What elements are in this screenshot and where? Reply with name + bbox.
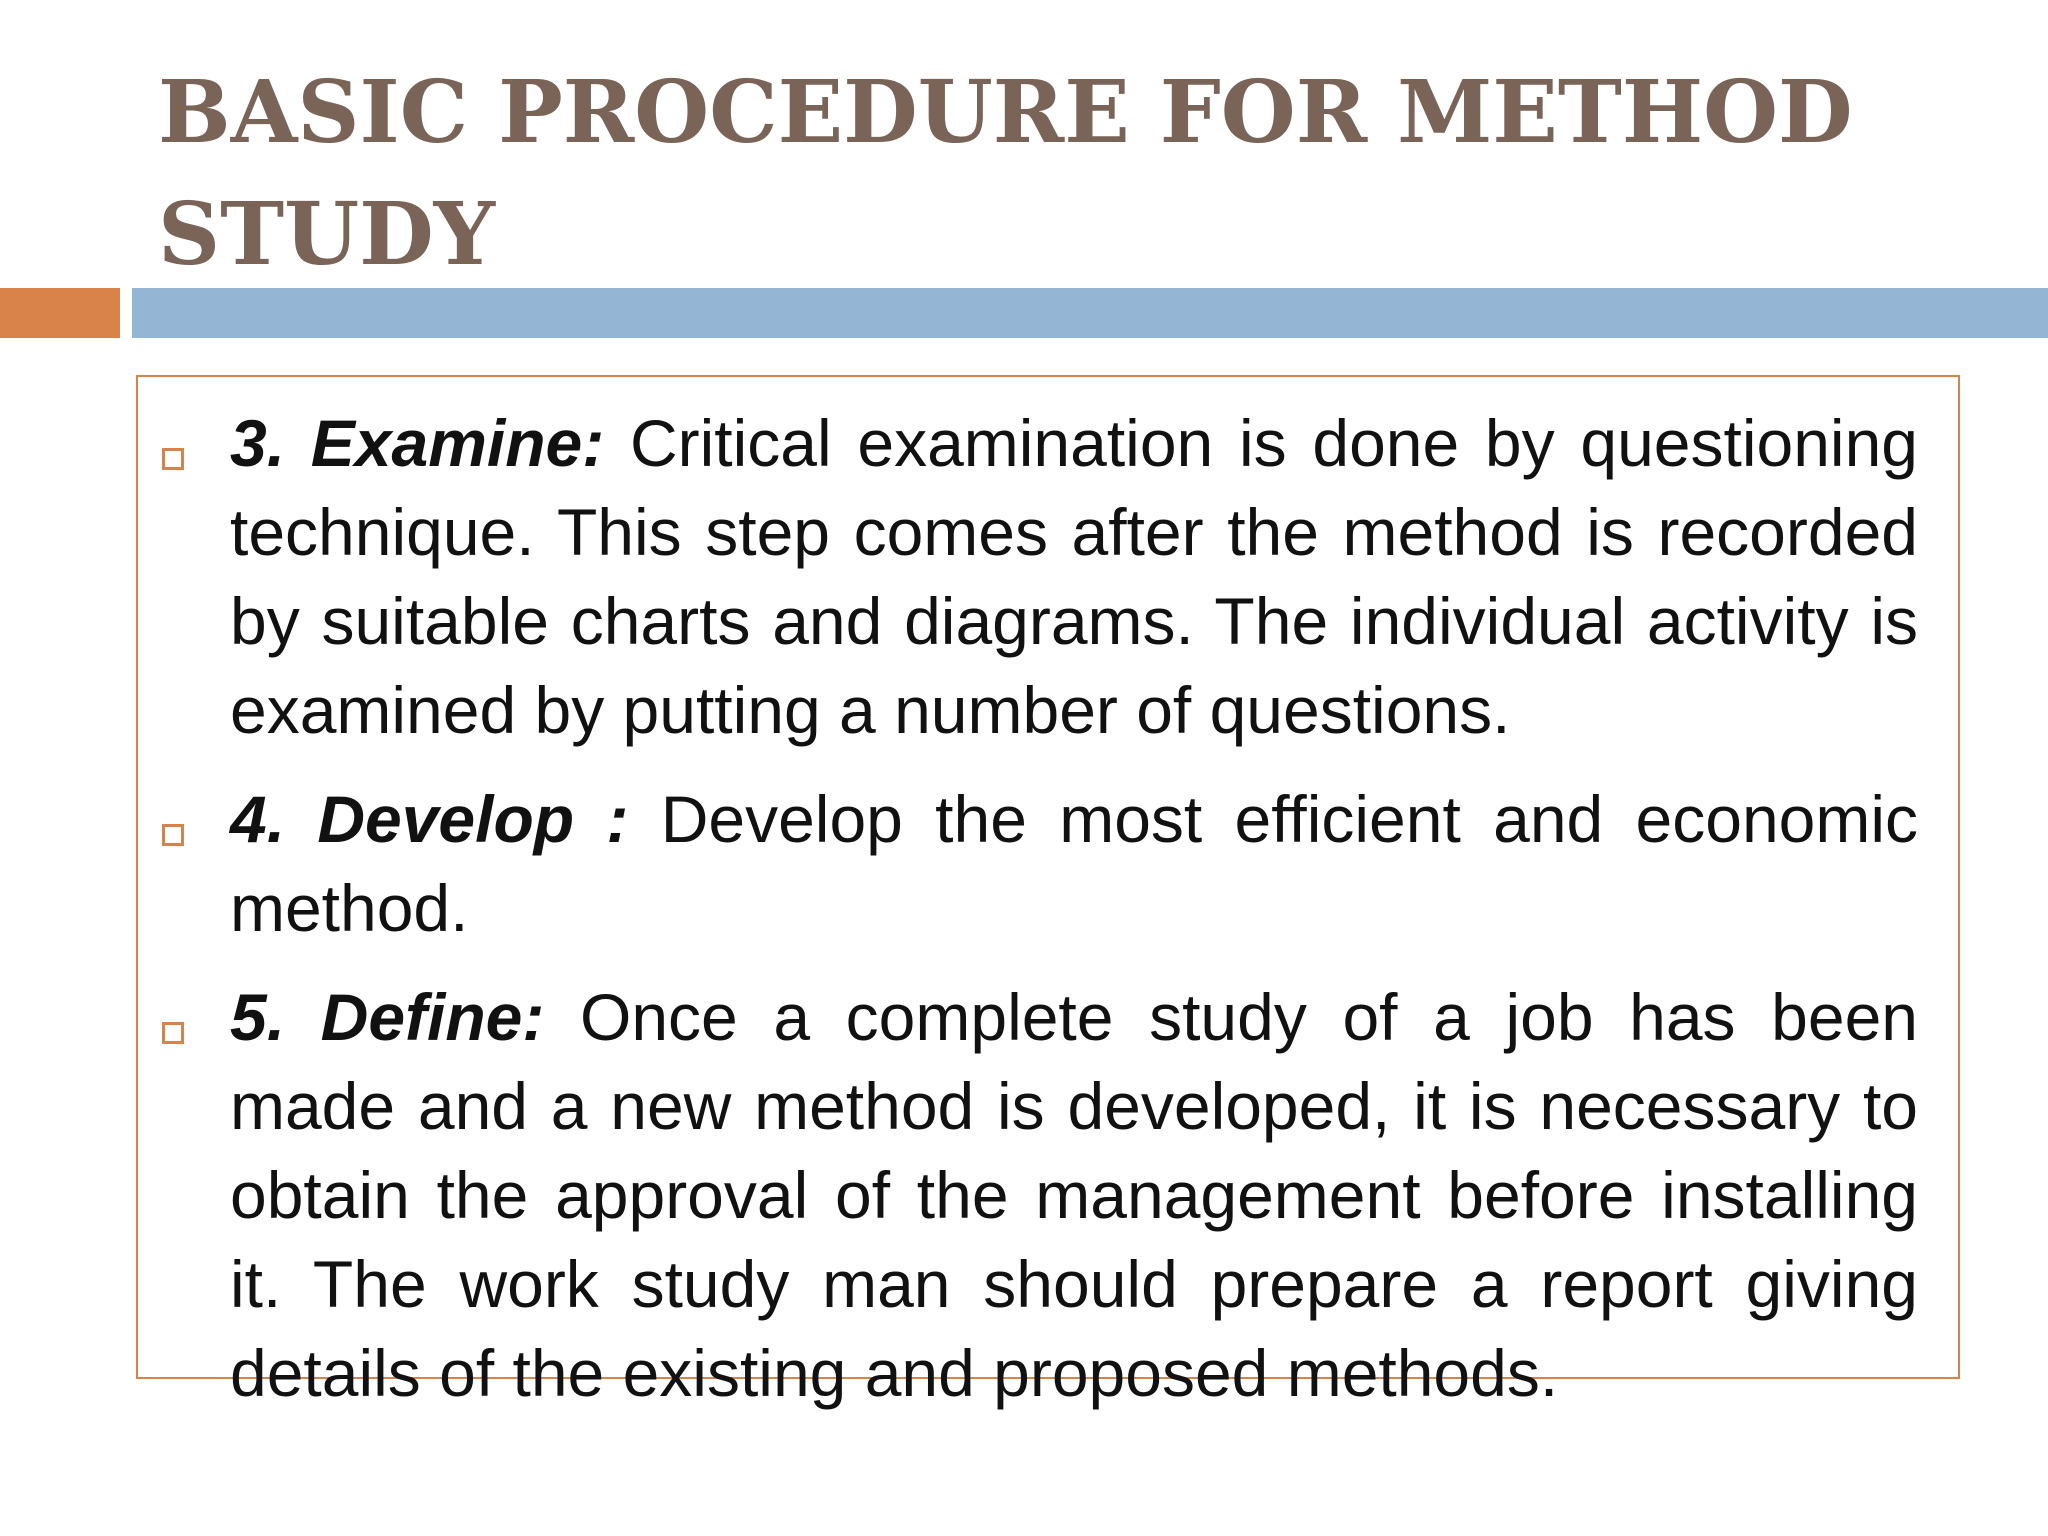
bullet-text-examine: Critical examination is done by questioning technique. This step comes after the method is recorded by suitable charts and diagrams. The individual activity is examined by putting a number of questions. [230, 406, 1918, 747]
bullet-item-define [162, 973, 1918, 1418]
bullet-item-examine [162, 399, 1918, 755]
square-bullet-icon [162, 824, 184, 846]
bullet-lead-develop: 4. Develop : [230, 782, 629, 856]
content-box [136, 375, 1960, 1410]
bullet-lead-examine: 3. Examine: [230, 406, 605, 480]
slide-title: BASIC PROCEDURE FOR METHOD STUDY [158, 62, 1853, 285]
bullet-lead-define: 5. Define: [230, 980, 545, 1054]
bullet-item-develop [162, 775, 1918, 953]
bullet-list [162, 399, 1918, 1438]
accent-bar-blue [132, 288, 2048, 338]
square-bullet-icon [162, 448, 184, 470]
accent-bar-orange [0, 288, 120, 338]
bullet-text-develop: Develop the most efficient and economic method. [230, 782, 1918, 945]
square-bullet-icon [162, 1022, 184, 1044]
bullet-text-define: Once a complete study of a job has been made and a new method is developed, it is necessary to obtain the approval of the management before installing it. The work study man should prepare a report giving details of the existing and proposed methods. [230, 980, 1918, 1410]
